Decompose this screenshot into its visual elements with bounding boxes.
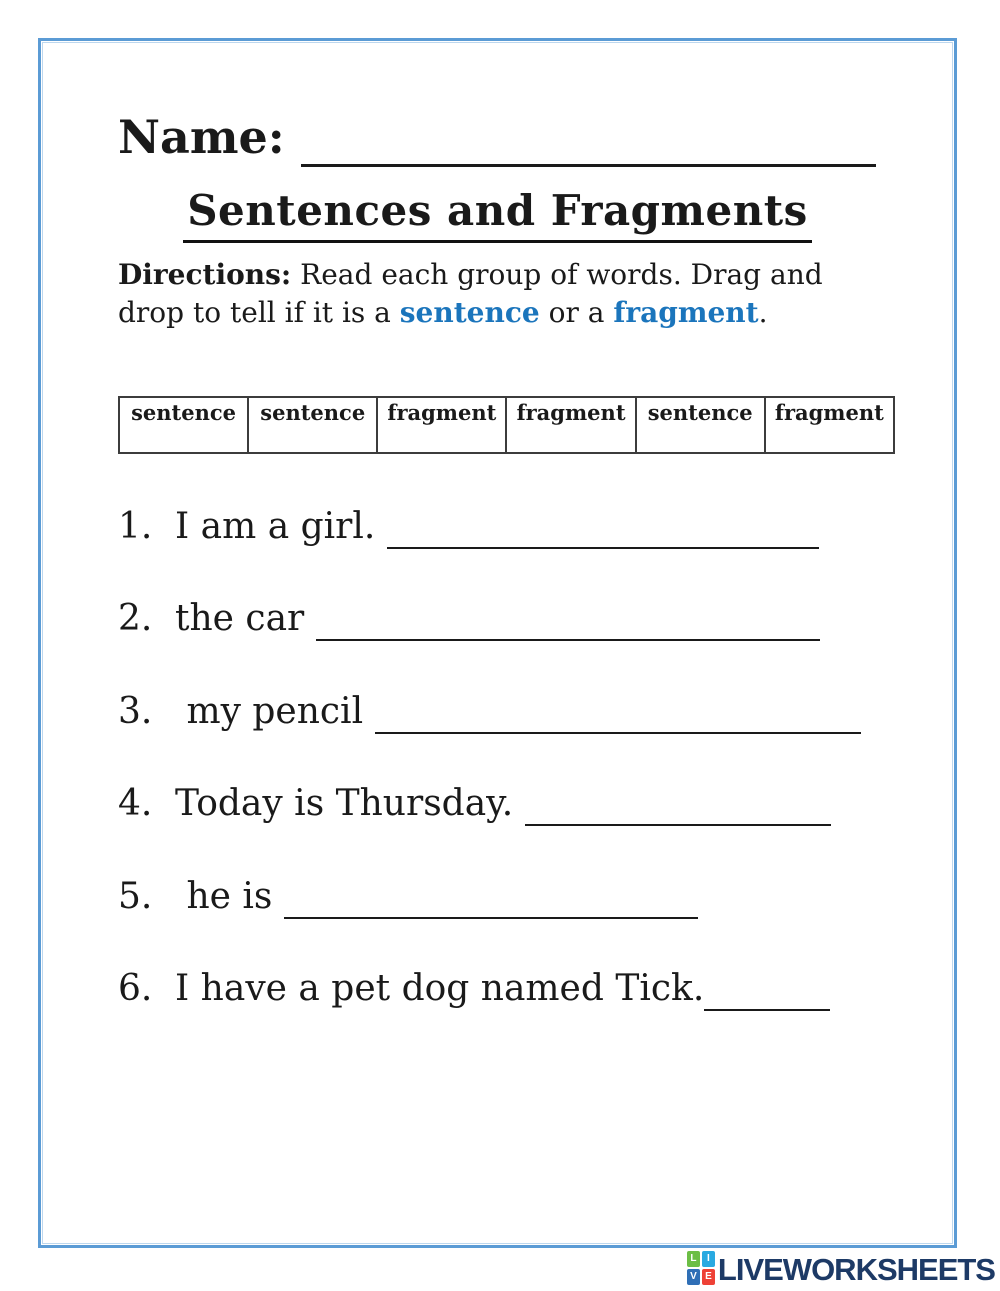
directions-text-4: . xyxy=(758,295,768,329)
logo-tile-v: V xyxy=(687,1269,700,1285)
drag-word-fragment-3[interactable]: fragment xyxy=(765,397,894,453)
directions-line-2 xyxy=(118,294,878,332)
name-row xyxy=(118,110,876,164)
question-item-4 xyxy=(118,782,831,825)
word-bank-table xyxy=(118,396,895,454)
item-text: he is xyxy=(175,876,284,917)
page-title: Sentences and Fragments xyxy=(183,186,812,243)
answer-blank-4[interactable] xyxy=(525,783,831,826)
directions-label: Directions: xyxy=(118,258,292,291)
item-text: my pencil xyxy=(175,691,375,732)
question-item-5 xyxy=(118,875,698,918)
item-text: the car xyxy=(175,598,316,639)
name-blank-line xyxy=(301,110,876,167)
drag-word-fragment-1[interactable]: fragment xyxy=(377,397,506,453)
question-item-3 xyxy=(118,690,861,733)
item-text: Today is Thursday. xyxy=(175,783,525,824)
answer-blank-3[interactable] xyxy=(375,691,861,734)
item-number: 6. xyxy=(118,968,153,1009)
name-label: Name: xyxy=(118,110,301,164)
directions-text-3: or a xyxy=(539,295,614,329)
answer-blank-1[interactable] xyxy=(387,506,819,549)
item-text: I am a girl. xyxy=(175,506,387,547)
drag-word-sentence-1[interactable]: sentence xyxy=(119,397,248,453)
answer-blank-6[interactable] xyxy=(704,968,830,1011)
logo-tile-e: E xyxy=(702,1269,715,1285)
liveworksheets-logo xyxy=(687,1251,995,1288)
liveworksheets-tiles-icon xyxy=(687,1251,715,1285)
item-number: 5. xyxy=(118,876,153,917)
drag-word-sentence-2[interactable]: sentence xyxy=(248,397,377,453)
directions-text-2: drop to tell if it is a xyxy=(118,295,400,329)
directions-word-fragment: fragment xyxy=(613,295,759,329)
item-number: 1. xyxy=(118,506,153,547)
directions-line-1 xyxy=(118,256,878,294)
logo-tile-l: L xyxy=(687,1251,700,1267)
item-number: 2. xyxy=(118,598,153,639)
question-item-6 xyxy=(118,967,830,1010)
logo-tile-i: I xyxy=(702,1251,715,1267)
liveworksheets-wordmark: LIVEWORKSHEETS xyxy=(717,1252,995,1287)
directions-word-sentence: sentence xyxy=(399,295,540,329)
question-item-1 xyxy=(118,505,819,548)
drag-word-fragment-2[interactable]: fragment xyxy=(506,397,635,453)
answer-blank-2[interactable] xyxy=(316,598,820,641)
item-text: I have a pet dog named Tick. xyxy=(175,968,705,1009)
title-row xyxy=(38,186,957,243)
directions-text-1: Read each group of words. Drag and xyxy=(291,258,823,291)
word-bank-row xyxy=(119,397,894,453)
directions xyxy=(118,256,878,332)
item-number: 3. xyxy=(118,691,153,732)
item-number: 4. xyxy=(118,783,153,824)
answer-blank-5[interactable] xyxy=(284,876,698,919)
question-item-2 xyxy=(118,597,820,640)
drag-word-sentence-3[interactable]: sentence xyxy=(636,397,765,453)
